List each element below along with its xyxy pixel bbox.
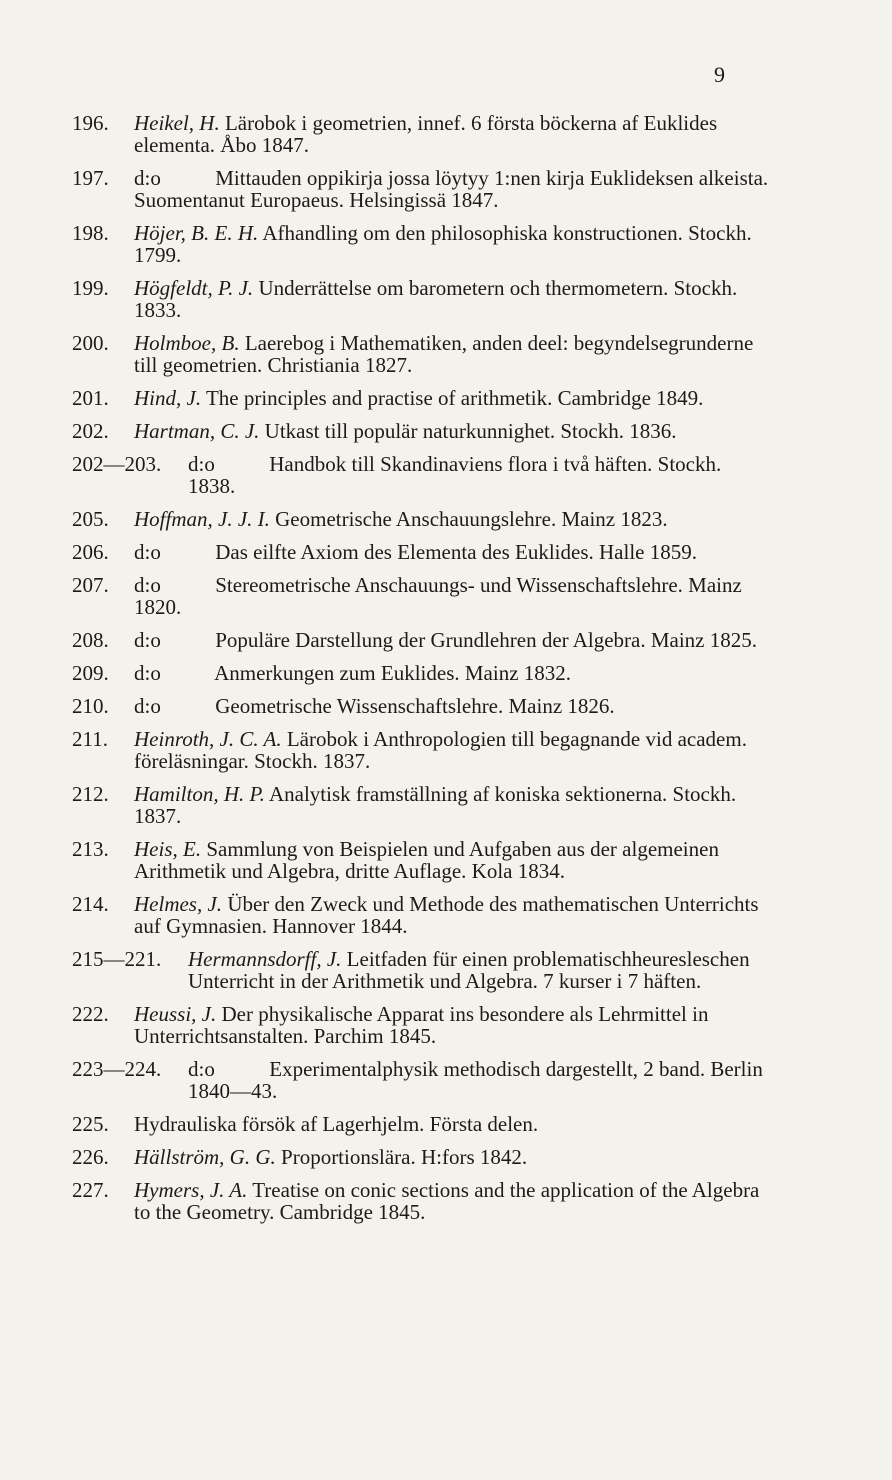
bibliography-list [72,112,772,1234]
bibliography-entry [72,838,772,882]
entry-author: Helmes, J. [134,892,223,916]
entry-body [134,277,772,321]
bibliography-entry [72,1179,772,1223]
entry-number: 222. [72,1002,109,1026]
entry-body [134,1179,772,1223]
entry-body [134,1113,772,1135]
bibliography-entry [72,1058,772,1102]
entry-text: Geometrische Anschauungslehre. Mainz 1823. [269,507,668,531]
entry-body [188,453,772,497]
entry-body [134,387,772,409]
entry-text: Lärobok i geometrien, innef. 6 första böckerna af Euklides elementa. Åbo 1847. [134,111,718,157]
entry-body [134,662,772,684]
entry-text: Hydrauliska försök af Lagerhjelm. Första delen. [134,1112,539,1136]
entry-author: Hamilton, H. P. [134,782,265,806]
entry-number: 209. [72,661,109,685]
entry-number: 215—221. [72,947,162,971]
entry-ditto: d:o [134,661,161,685]
entry-text: The principles and practise of arithmetik. Cambridge 1849. [201,386,704,410]
entry-text: Anmerkungen zum Euklides. Mainz 1832. [210,661,572,685]
entry-text: Lärobok i Anthropologien till begagnande vid academ. föreläsningar. Stockh. 1837. [134,727,747,773]
bibliography-entry [72,662,772,684]
entry-text: Leitfaden für einen problematischheuresleschen Unterricht in der Arithmetik und Algebra. 7 kurser i 7 häften. [188,947,750,993]
entry-author: Heussi, J. [134,1002,217,1026]
entry-author: Hartman, C. J. [134,419,260,443]
entry-text: Der physikalische Apparat ins besondere als Lehrmittel in Unterrichtsanstalten. Parchim 1845. [134,1002,709,1048]
entry-text: Treatise on conic sections and the application of the Algebra to the Geometry. Cambridge 1845. [134,1178,760,1224]
entry-ditto: d:o [134,694,161,718]
entry-body [134,508,772,530]
bibliography-entry [72,332,772,376]
entry-ditto: d:o [188,1057,215,1081]
entry-author: Hoffman, J. J. I. [134,507,270,531]
bibliography-entry [72,1146,772,1168]
entry-text: Geometrische Wissenschaftslehre. Mainz 1826. [210,694,615,718]
entry-text: Laerebog i Mathematiken, anden deel: begyndelsegrunderne till geometrien. Christiania 1827. [134,331,754,377]
bibliography-entry [72,1113,772,1135]
entry-body [134,629,772,651]
entry-body [134,695,772,717]
entry-ditto: d:o [188,452,215,476]
entry-number: 200. [72,331,109,355]
entry-number: 205. [72,507,109,531]
entry-author: Holmboe, B. [134,331,240,355]
entry-number: 207. [72,573,109,597]
entry-text: Experimentalphysik methodisch dargestellt, 2 band. Berlin 1840—43. [188,1057,763,1103]
entry-text: Proportionslära. H:fors 1842. [275,1145,528,1169]
entry-author: Höjer, B. E. H. [134,221,259,245]
entry-text: Handbok till Skandinaviens flora i två häften. Stockh. 1838. [188,452,722,498]
entry-ditto: d:o [134,166,161,190]
bibliography-entry [72,948,772,992]
entry-body [134,112,772,156]
bibliography-entry [72,893,772,937]
entry-author: Hermannsdorff, J. [188,947,342,971]
entry-number: 196. [72,111,109,135]
entry-number: 208. [72,628,109,652]
entry-number: 214. [72,892,109,916]
entry-text: Stereometrische Anschauungs- und Wissenschaftslehre. Mainz 1820. [134,573,742,619]
entry-number: 213. [72,837,109,861]
entry-number: 223—224. [72,1057,162,1081]
bibliography-entry [72,420,772,442]
entry-number: 212. [72,782,109,806]
bibliography-entry [72,222,772,266]
page-number: 9 [714,62,725,87]
entry-author: Hymers, J. A. [134,1178,248,1202]
bibliography-entry [72,387,772,409]
bibliography-entry [72,728,772,772]
entry-text: Das eilfte Axiom des Elementa des Euklides. Halle 1859. [210,540,697,564]
bibliography-entry [72,112,772,156]
entry-text: Utkast till populär naturkunnighet. Stockh. 1836. [259,419,677,443]
entry-ditto: d:o [134,628,161,652]
entry-body [134,541,772,563]
bibliography-entry [72,277,772,321]
entry-text: Afhandling om den philosophiska konstructionen. Stockh. 1799. [134,221,752,267]
entry-text: Über den Zweck und Methode des mathematischen Unterrichts auf Gymnasien. Hannover 1844. [134,892,759,938]
entry-author: Heinroth, J. C. A. [134,727,282,751]
entry-number: 206. [72,540,109,564]
entry-number: 202. [72,419,109,443]
entry-text: Analytisk framställning af koniska sektionerna. Stockh. 1837. [134,782,737,828]
entry-body [134,167,772,211]
entry-number: 211. [72,727,108,751]
bibliography-entry [72,695,772,717]
entry-ditto: d:o [134,540,161,564]
bibliography-entry [72,1003,772,1047]
entry-body [134,1003,772,1047]
entry-body [134,222,772,266]
entry-body [188,1058,772,1102]
entry-body [188,948,772,992]
bibliography-entry [72,541,772,563]
entry-number: 199. [72,276,109,300]
entry-body [134,893,772,937]
entry-number: 202—203. [72,452,162,476]
bibliography-entry [72,629,772,651]
entry-number: 227. [72,1178,109,1202]
bibliography-entry [72,453,772,497]
entry-number: 210. [72,694,109,718]
entry-body [134,1146,772,1168]
entry-author: Heis, E. [134,837,202,861]
bibliography-entry [72,783,772,827]
entry-body [134,783,772,827]
entry-author: Högfeldt, P. J. [134,276,254,300]
entry-number: 198. [72,221,109,245]
entry-text: Mittauden oppikirja jossa löytyy 1:nen kirja Euklideksen alkeista. Suomentanut Europaeus. Helsingissä 1847. [134,166,769,212]
entry-number: 197. [72,166,109,190]
entry-number: 201. [72,386,109,410]
entry-author: Hind, J. [134,386,202,410]
entry-ditto: d:o [134,573,161,597]
entry-author: Hällström, G. G. [134,1145,276,1169]
entry-body [134,574,772,618]
entry-text: Populäre Darstellung der Grundlehren der Algebra. Mainz 1825. [210,628,758,652]
entry-body [134,838,772,882]
bibliography-entry [72,508,772,530]
entry-text: Sammlung von Beispielen und Aufgaben aus der algemeinen Arithmetik und Algebra, dritte Auflage. Kola 1834. [134,837,719,883]
entry-author: Heikel, H. [134,111,220,135]
bibliography-entry [72,574,772,618]
bibliography-entry [72,167,772,211]
entry-body [134,728,772,772]
entry-number: 225. [72,1112,109,1136]
entry-body [134,420,772,442]
entry-body [134,332,772,376]
entry-number: 226. [72,1145,109,1169]
entry-text: Underrättelse om barometern och thermometern. Stockh. 1833. [134,276,738,322]
